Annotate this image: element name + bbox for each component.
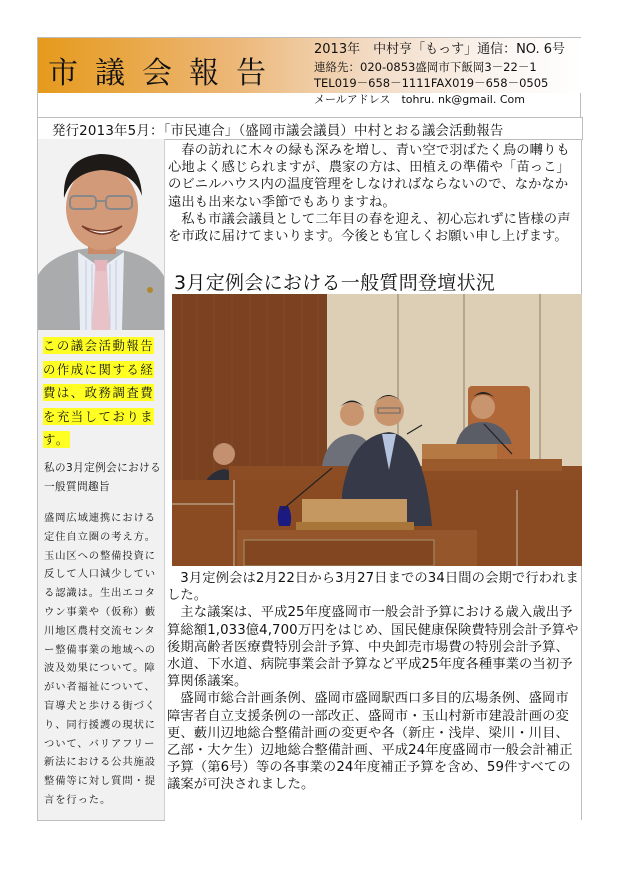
funding-notice-text: この議会活動報告の作成に関する経費は、政務調査費を充当しております。 <box>43 338 155 447</box>
publication-text: 発行2013年5月：「市民連合」（盛岡市議会議員）中村とおる議会活動報告 <box>52 124 504 139</box>
sidebar <box>37 139 165 821</box>
report-paragraph-3: 盛岡市総合計画条例、盛岡市盛岡駅西口多目的広場条例、盛岡市障害者自立支援条例の一部改正、盛岡市・玉山村新市建設計画の変更、藪川辺地総合整備計画の変更や各（新庄・浅岸、梁川・川目、乙部・大ケ生）辺地総合整備計画、平成24年度盛岡市一般会計補正予算（第6号）等の各事業の24年度補正予算を含め、59件すべての議案が可決されました。 <box>167 691 573 793</box>
report-paragraph-1: 3月定例会は2月22日から3月27日までの34日間の会期で行われました。 <box>167 571 579 604</box>
issue-line: 2013年 中村亨「もっす」通信：NO. 6号 <box>314 42 566 57</box>
newsletter-page <box>37 37 581 118</box>
page-title: 市議会報告 <box>48 56 283 91</box>
email-line: メールアドレス tohru. nk@gmail. Com <box>314 92 525 106</box>
phone-fax-line: TEL019－658－1111FAX019－658－0505 <box>314 76 549 90</box>
section-heading: 3月定例会における一般質問登壇状況 <box>174 272 496 294</box>
portrait-illustration <box>38 140 165 330</box>
intro-text <box>168 142 580 245</box>
header <box>37 37 581 118</box>
column-divider <box>164 139 165 820</box>
question-heading: 私の3月定例会における一般質問趣旨 <box>44 462 162 493</box>
session-photo <box>172 294 582 566</box>
publication-bar <box>37 117 583 140</box>
session-report <box>167 570 581 794</box>
session-photo-illustration <box>172 294 582 566</box>
contact-info <box>314 42 565 108</box>
question-summary: 盛岡広域連携における定住自立圏の考え方。玉山区への整備投資に反して人口減少している認識は。生出エコタウン事業や（仮称）藪川地区農村交流センター整備事業の地域への波及効果について。障がい者福祉について、盲導犬と歩ける街づくり、同行援護の現状について、バリアフリー新法における公共施設整備等に対し質問・提言を行った。 <box>44 512 156 806</box>
intro-paragraph-1: 春の訪れに木々の緑も深みを増し、青い空で羽ばたく鳥の囀りも心地よく感じられますが、農家の方は、田植えの準備や「苗っこ」のビニルハウス内の温度管理をしなければならないので、なかなか遠出も出来ない季節でもありますね。 <box>168 143 570 210</box>
intro-paragraph-2: 私も市議会議員として二年目の春を迎え、初心忘れずに皆様の声を市政に届けてまいります。今後とも宜しくお願い申し上げます。 <box>168 211 571 245</box>
portrait-photo <box>38 140 165 330</box>
report-paragraph-2: 主な議案は、平成25年度盛岡市一般会計予算における歳入歳出予算総額1,033億4,700万円をはじめ、国民健康保険費特別会計予算や後期高齢者医療費特別会計予算、中央卸売市場費の特別会計予算、水道、下水道、病院事業会計予算など平成25年度各種事業の当初予算関係議案。 <box>167 605 579 690</box>
address-line: 連絡先：020-0853盛岡市下飯岡3－22－1 <box>314 59 537 74</box>
funding-notice <box>43 334 163 452</box>
